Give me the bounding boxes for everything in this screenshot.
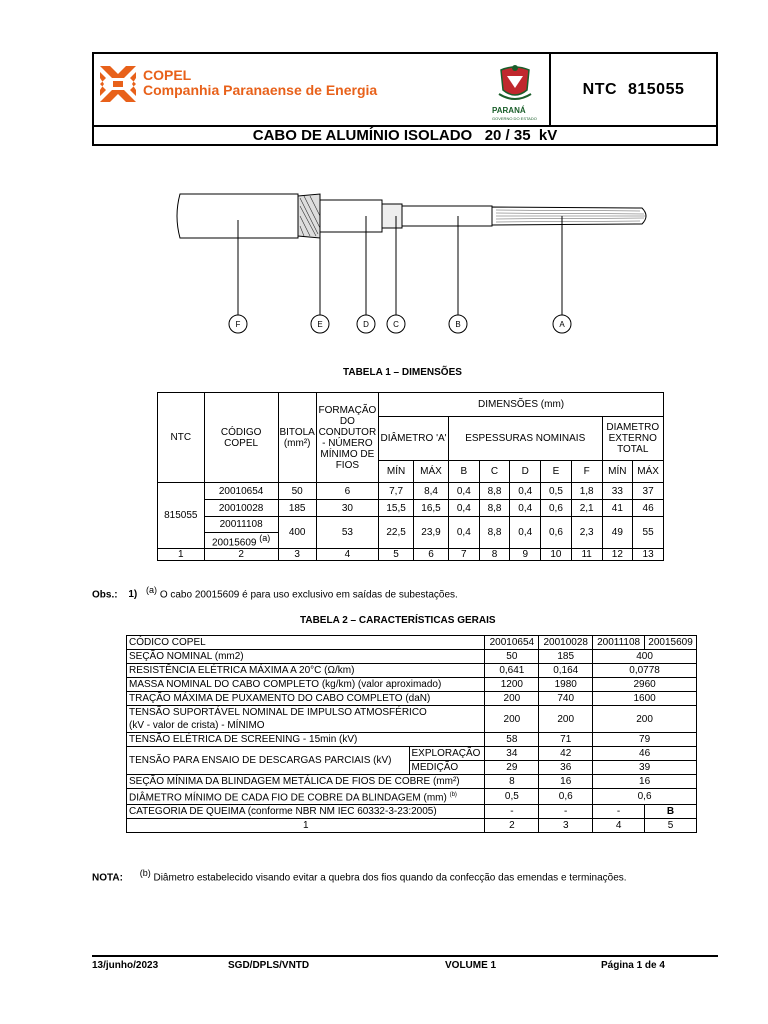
obs-note xyxy=(92,585,458,600)
cell: 23,9 xyxy=(414,517,449,549)
cell: 400 xyxy=(593,650,697,664)
cell: 200 xyxy=(593,706,697,733)
th-externo: DIAMETRO EXTERNO TOTAL xyxy=(602,417,664,461)
footnote-marker: (b) xyxy=(139,868,151,878)
th-code: 20010028 xyxy=(539,636,593,650)
table-row xyxy=(127,747,697,761)
table-row xyxy=(127,805,697,819)
row-label: MASSA NOMINAL DO CABO COMPLETO (kg/km) (valor aproximado) xyxy=(127,678,485,692)
table1-caption: TABELA 1 – DIMENSÕES xyxy=(343,367,462,378)
col-number: 7 xyxy=(448,549,479,561)
cell: 0,4 xyxy=(510,483,541,500)
table-row xyxy=(158,483,664,500)
col-number: 12 xyxy=(602,549,633,561)
cell: 1980 xyxy=(539,678,593,692)
cell: 0,0778 xyxy=(593,664,697,678)
obs-label: Obs.: xyxy=(92,589,118,601)
th-ntc: NTC xyxy=(158,393,205,483)
cell: 200 xyxy=(539,706,593,733)
th-sub: E xyxy=(541,461,572,483)
cell: 58 xyxy=(485,733,539,747)
cell: B xyxy=(645,805,697,819)
row-label-text: DIÂMETRO MÍNIMO DE CADA FIO DE COBRE DA BLINDAGEM (mm) xyxy=(129,792,447,804)
th-bitola: BITOLA (mm²) xyxy=(278,393,316,483)
footnote-marker: (a) xyxy=(146,585,158,595)
cell: 0,5 xyxy=(485,789,539,805)
cell: 0,4 xyxy=(510,500,541,517)
footer-date: 13/junho/2023 xyxy=(92,960,159,971)
th-sub: F xyxy=(571,461,602,483)
col-number: 2 xyxy=(204,549,278,561)
cell-bitola: 185 xyxy=(278,500,316,517)
col-number: 5 xyxy=(379,549,414,561)
state-subtitle: GOVERNO DO ESTADO xyxy=(492,116,537,121)
cell: 2,1 xyxy=(571,500,602,517)
col-number: 4 xyxy=(593,819,645,833)
cell: 0,6 xyxy=(541,500,572,517)
document-header xyxy=(92,52,718,146)
cell: 55 xyxy=(633,517,664,549)
col-number: 8 xyxy=(479,549,510,561)
screen-b-shape xyxy=(402,206,492,226)
cell: 0,641 xyxy=(485,664,539,678)
doc-code: NTC 815055 xyxy=(582,80,685,98)
row-label: SEÇÃO MÍNIMA DA BLINDAGEM METÁLICA DE FIOS DE COBRE (mm²) xyxy=(127,775,485,789)
cell-code: 20010028 xyxy=(204,500,278,517)
table-row xyxy=(127,678,697,692)
cell: - xyxy=(593,805,645,819)
table-row xyxy=(127,775,697,789)
cell: 36 xyxy=(539,761,593,775)
table-characteristics xyxy=(126,635,697,833)
th-codigo: CÓDICO COPEL xyxy=(127,636,485,650)
cell: 1200 xyxy=(485,678,539,692)
th-code: 20011108 xyxy=(593,636,645,650)
company-name xyxy=(143,68,377,98)
cell: 42 xyxy=(539,747,593,761)
cell: 200 xyxy=(485,692,539,706)
parana-coat-of-arms-icon xyxy=(497,64,533,104)
cell: 16,5 xyxy=(414,500,449,517)
th-code: 20010654 xyxy=(485,636,539,650)
nota-text: Diâmetro estabelecido visando evitar a quebra dos fios quando da confecção das emendas e terminações. xyxy=(153,872,627,884)
cell: 41 xyxy=(602,500,633,517)
col-number: 1 xyxy=(127,819,485,833)
cell-code xyxy=(204,533,278,549)
cell: 34 xyxy=(485,747,539,761)
col-number: 3 xyxy=(539,819,593,833)
header-top-row xyxy=(94,54,716,127)
cell: 33 xyxy=(602,483,633,500)
cell: 50 xyxy=(485,650,539,664)
cell: 740 xyxy=(539,692,593,706)
cell: 46 xyxy=(593,747,697,761)
cell: 8 xyxy=(485,775,539,789)
footer-page: Página 1 de 4 xyxy=(601,960,665,971)
cell: 2960 xyxy=(593,678,697,692)
cell-fios: 6 xyxy=(316,483,378,500)
cell-bitola: 50 xyxy=(278,483,316,500)
cell: 39 xyxy=(593,761,697,775)
column-number-row xyxy=(158,549,664,561)
cell: 15,5 xyxy=(379,500,414,517)
table-row xyxy=(127,789,697,805)
cell: 79 xyxy=(593,733,697,747)
th-formacao: FORMAÇÃO DO CONDUTOR - NÚMERO MÍNIMO DE FIOS xyxy=(316,393,378,483)
th-sub: MÍN xyxy=(379,461,414,483)
state-name: PARANÁ xyxy=(492,106,526,115)
row-sublabel: MEDIÇÃO xyxy=(409,761,485,775)
cell: 0,6 xyxy=(541,517,572,549)
cell: 1,8 xyxy=(571,483,602,500)
cell: 29 xyxy=(485,761,539,775)
th-diametro: DIÂMETRO 'A' xyxy=(379,417,449,461)
footer-rule xyxy=(92,955,718,957)
table-row xyxy=(127,733,697,747)
col-number: 13 xyxy=(633,549,664,561)
table-row xyxy=(127,692,697,706)
row-label: SEÇÃO NOMINAL (mm2) xyxy=(127,650,485,664)
cell: 0,4 xyxy=(510,517,541,549)
row-label: CATEGORIA DE QUEIMA (conforme NBR NM IEC 60332-3-23:2005) xyxy=(127,805,485,819)
th-code: 20015609 xyxy=(645,636,697,650)
th-sub: B xyxy=(448,461,479,483)
cell: 185 xyxy=(539,650,593,664)
cell: 0,6 xyxy=(539,789,593,805)
table-row xyxy=(127,706,697,733)
col-number: 5 xyxy=(645,819,697,833)
row-label xyxy=(127,706,485,733)
cell: 46 xyxy=(633,500,664,517)
code-value: 20015609 xyxy=(211,537,257,549)
cell-fios: 53 xyxy=(316,517,378,549)
insulation-c-shape xyxy=(382,204,402,228)
label-b: B xyxy=(455,320,461,329)
th-sub: MÁX xyxy=(633,461,664,483)
obs-number: 1) xyxy=(128,589,138,601)
label-a: A xyxy=(559,320,565,329)
cell: - xyxy=(539,805,593,819)
cell: 8,8 xyxy=(479,517,510,549)
row-label: RESISTÊNCIA ELÉTRICA MÁXIMA A 20°C (Ω/km) xyxy=(127,664,485,678)
cell: 0,4 xyxy=(448,517,479,549)
footnote-marker: (b) xyxy=(449,792,457,798)
ntc-value: 815055 xyxy=(158,483,205,549)
obs-text: O cabo 20015609 é para uso exclusivo em saídas de subestações. xyxy=(159,589,458,601)
table-row xyxy=(158,517,664,533)
cell-code: 20011108 xyxy=(204,517,278,533)
col-number: 11 xyxy=(571,549,602,561)
nota-note xyxy=(92,868,627,883)
th-codigo: CÓDIGO COPEL xyxy=(204,393,278,483)
cell-bitola: 400 xyxy=(278,517,316,549)
label-f: F xyxy=(235,320,241,329)
cell-code: 20010654 xyxy=(204,483,278,500)
row-label: TRAÇÃO MÁXIMA DE PUXAMENTO DO CABO COMPLETO (daN) xyxy=(127,692,485,706)
cable-diagram xyxy=(170,180,670,340)
th-sub: MÍN xyxy=(602,461,633,483)
cell: - xyxy=(485,805,539,819)
copel-logo-icon xyxy=(98,64,138,104)
company-full: Companhia Paranaense de Energia xyxy=(143,82,378,98)
cell: 16 xyxy=(593,775,697,789)
th-espessuras: ESPESSURAS NOMINAIS xyxy=(448,417,602,461)
cell: 0,5 xyxy=(541,483,572,500)
cell: 7,7 xyxy=(379,483,414,500)
screen-d-shape xyxy=(320,200,382,232)
col-number: 6 xyxy=(414,549,449,561)
table2-caption: TABELA 2 – CARACTERÍSTICAS GERAIS xyxy=(300,615,496,626)
footer-dept: SGD/DPLS/VNTD xyxy=(228,960,310,971)
th-sub: D xyxy=(510,461,541,483)
col-number: 9 xyxy=(510,549,541,561)
col-number: 10 xyxy=(541,549,572,561)
cell: 8,4 xyxy=(414,483,449,500)
footer-volume: VOLUME 1 xyxy=(445,960,497,971)
cell-fios: 30 xyxy=(316,500,378,517)
table-row xyxy=(127,650,697,664)
th-dimensoes: DIMENSÕES (mm) xyxy=(379,393,664,417)
cell: 8,8 xyxy=(479,500,510,517)
row-label xyxy=(127,789,485,805)
company-short: COPEL xyxy=(143,67,192,83)
label-d: D xyxy=(363,320,369,329)
cell: 0,164 xyxy=(539,664,593,678)
table-row xyxy=(158,500,664,517)
cell: 16 xyxy=(539,775,593,789)
table-row xyxy=(127,636,697,650)
cell: 200 xyxy=(485,706,539,733)
cell: 71 xyxy=(539,733,593,747)
doc-title: CABO DE ALUMÍNIO ISOLADO 20 / 35 kV xyxy=(252,127,558,144)
nota-label: NOTA: xyxy=(92,872,123,884)
table-dimensions xyxy=(157,392,664,561)
cell: 37 xyxy=(633,483,664,500)
col-number: 3 xyxy=(278,549,316,561)
label-c: C xyxy=(393,320,399,329)
cell: 1600 xyxy=(593,692,697,706)
row-sublabel: EXPLORAÇÃO xyxy=(409,747,485,761)
row-label: TENSÃO PARA ENSAIO DE DESCARGAS PARCIAIS (kV) xyxy=(127,747,410,775)
cell: 8,8 xyxy=(479,483,510,500)
cell: 0,6 xyxy=(593,789,697,805)
th-sub: MÁX xyxy=(414,461,449,483)
label-e: E xyxy=(317,320,323,329)
row-label-line1: TENSÃO SUPORTÁVEL NOMINAL DE IMPULSO ATMOSFÉRICO xyxy=(129,707,427,718)
cell: 0,4 xyxy=(448,500,479,517)
column-number-row xyxy=(127,819,697,833)
cell: 0,4 xyxy=(448,483,479,500)
th-sub: C xyxy=(479,461,510,483)
col-number: 2 xyxy=(485,819,539,833)
col-number: 4 xyxy=(316,549,378,561)
cell: 2,3 xyxy=(571,517,602,549)
cell: 22,5 xyxy=(379,517,414,549)
row-label-line2: (kV - valor de crista) - MÍNIMO xyxy=(129,720,265,731)
row-label: TENSÃO ELÉTRICA DE SCREENING - 15min (kV) xyxy=(127,733,485,747)
table-row xyxy=(127,664,697,678)
footnote-marker: (a) xyxy=(259,533,271,543)
col-number: 1 xyxy=(158,549,205,561)
cell: 49 xyxy=(602,517,633,549)
